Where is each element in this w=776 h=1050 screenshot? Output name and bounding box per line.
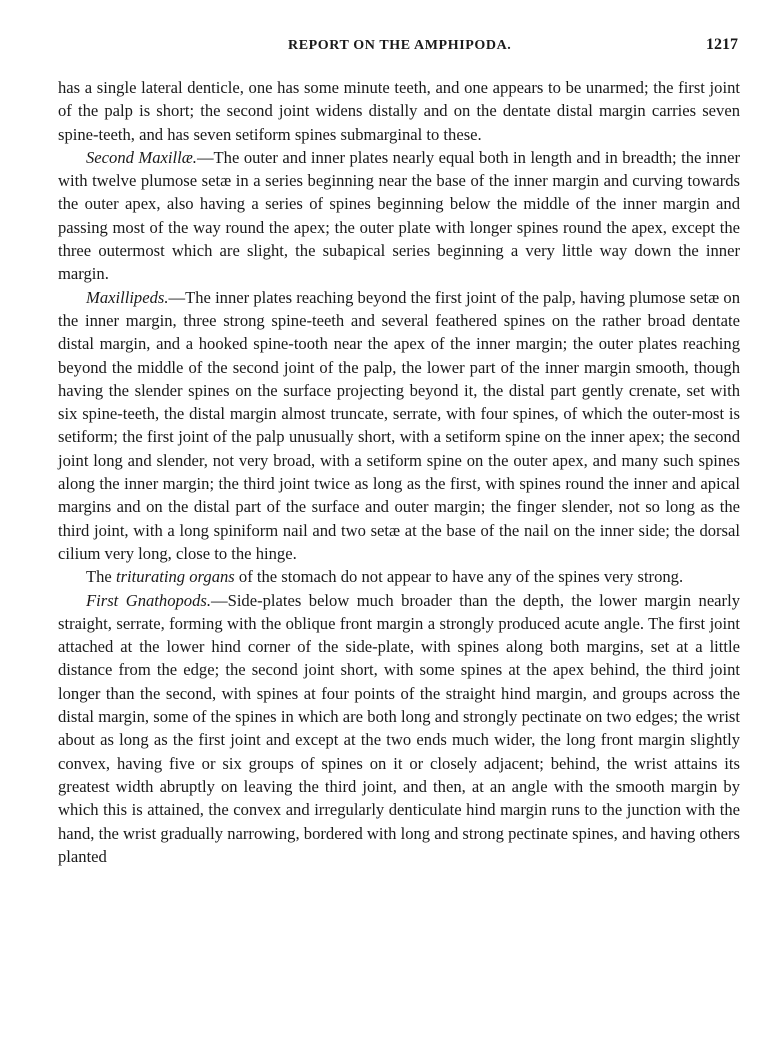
section-heading: Maxillipeds. [86,287,169,307]
page-number: 1217 [706,36,738,53]
paragraph-maxillipeds [58,286,740,566]
paragraph-text: —The outer and inner plates nearly equal both in length and in breadth; the inner with twelve plumose setæ in a series beginning near the base of the inner margin and curving towards the outer apex, also having a series of spines beginning below the middle of the inner margin and passing most of the way round the apex; the outer plate with longer spines round the apex, except the three outermost which are slight, the subapical series beginning a very little way down the inner margin. [58,147,740,284]
emphasis-term: triturating organs [115,567,235,587]
paragraph-text: —Side-plates below much broader than the depth, the lower margin nearly straight, serrate, forming with the oblique front margin a strongly produced acute angle. The first joint attached at the lower hind corner of the side-plate, with spines along both margins, set at a little distance from the edge; the second joint short, with some spines at the apex behind, the third joint longer than the second, with spines at four points of the straight hind margin, and groups across the distal margin, some of the spines in which are both long and strongly pectinate on two edges; the wrist about as long as the first joint and except at the two ends much wider, the long front margin slightly convex, having five or six groups of spines on it or closely adjacent; behind, the wrist attains its greatest width abruptly on leaving the third joint, and then, at an angle with the smooth margin by which this is attained, the convex and irregularly denticulate hind margin runs to the junction with the hand, the wrist gradually narrowing, bordered with long and strong pectinate spines, and having others planted [58,590,740,866]
paragraph-text: has a single lateral denticle, one has some minute teeth, and one appears to be unarmed; the first joint of the palp is short; the second joint widens distally and on the dentate distal margin carries seven spine-teeth, and has seven setiform spines submarginal to these. [58,78,740,144]
section-heading: First Gnathopods. [86,590,211,610]
paragraph-continuation [58,76,740,146]
section-heading: Second Maxillæ. [86,147,197,167]
paragraph-triturating-organs [58,565,740,588]
body-text [58,76,740,868]
paragraph-lead: The [86,567,116,587]
page-header [58,34,740,62]
paragraph-text: —The inner plates reaching beyond the first joint of the palp, having plumose setæ on the inner margin, three strong spine-teeth and several feathered spines on the rather broad dentate distal margin, and a hooked spine-tooth near the apex of the inner margin; the outer plates reaching beyond the middle of the second joint of the palp, the lower part of the inner margin smooth, though having the slender spines on the surface projecting beyond it, the distal part gently crenate, set with six spine-teeth, the distal margin almost truncate, serrate, with four spines, of which the outer-most is setiform; the first joint of the palp unusually short, with a setiform spine on the inner apex; the second joint long and slender, not very broad, with a setiform spine on the outer apex, and many such spines along the inner margin; the third joint twice as long as the first, with spines round the inner and apical margins and on the distal part of the surface and outer margin; the finger slender, not so long as the third joint, with a long spiniform nail and two setæ at the base of the nail on the inner side; the dorsal cilium very long, close to the hinge. [58,287,740,563]
paragraph-first-gnathopods [58,589,740,869]
running-head: REPORT ON THE AMPHIPODA. [288,38,512,53]
paragraph-second-maxillae [58,146,740,286]
paragraph-text: of the stomach do not appear to have any of the spines very strong. [234,567,684,587]
document-page [58,34,740,868]
